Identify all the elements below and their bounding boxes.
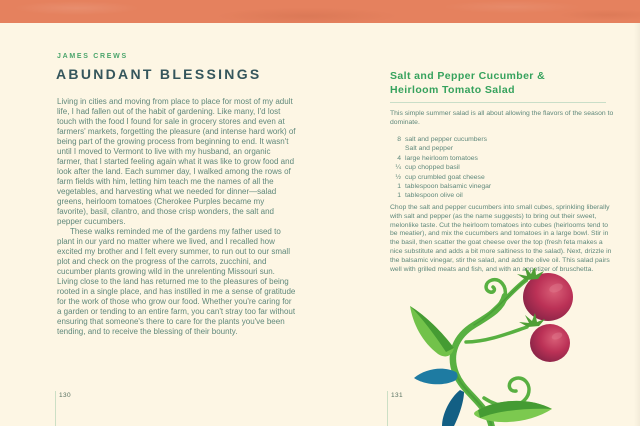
ingredient-qty xyxy=(388,144,401,153)
ingredient-row xyxy=(388,154,588,163)
page-number: 130 xyxy=(59,392,72,399)
ingredient-row xyxy=(388,182,588,191)
ingredient-row xyxy=(388,163,588,172)
ingredient-name: cup crumbled goat cheese xyxy=(405,173,485,181)
ingredient-name: tablespoon olive oil xyxy=(405,192,463,200)
ingredient-list xyxy=(388,135,588,201)
tomato-plant-illustration xyxy=(400,268,590,426)
ingredient-qty: 4 xyxy=(397,154,401,162)
recipe-method: Chop the salt and pepper cucumbers into small cubes, sprinkling liberally with salt and pepper (as the name suggests) to bring out their sweet, melonlike taste. Cut the heirloom tomatoes into cubes (heirlooms tend to be meatier), and mix the cucumbers and tomatoes in a large bowl. Stir in the basil, then scatter the goat cheese over the top (fresh feta makes a nice substitute and adds a bit more saltiness to the salad). Next, drizzle in the balsamic vinegar, stir the salad, and add the olive oil. This salad pairs well with grilled meats and fish, and with an appetizer of bruschetta. xyxy=(390,204,612,273)
recipe-title xyxy=(390,70,620,97)
recipe-title-line-2: Heirloom Tomato Salad xyxy=(390,83,515,96)
ingredient-name: salt and pepper cucumbers xyxy=(405,136,487,143)
essay-paragraph-1: Living in cities and moving from place to place for most of my adult life, I had fallen out of the habit of gardening. Like many, I'd lost touch with the food I found for sale in grocery stores and even at farmers' markets, forgetting the pleasure (and intense hard work) of being part of the growing process from beginning to end. It wasn't until I moved to Vermont to live with my husband, an organic farmer, that I started feeling again what it was like to grow food and look after the land. Each summer day, I walked among the rows of farm fields with him, letting him teach me the names of all the vegetables, and harvesting what we needed for dinner—salad greens, heirloom tomatoes (Cherokee Purples became my favorite), basil, cilantro, and those crisp wonders, the salt and pepper cucumbers. xyxy=(57,97,296,226)
recipe-intro: This simple summer salad is all about allowing the flavors of the season to dominate. xyxy=(390,110,614,126)
ingredient-name: large heirloom tomatoes xyxy=(405,154,478,162)
ingredient-row xyxy=(388,173,588,182)
folio-rule xyxy=(55,391,56,426)
ingredient-qty: 1 xyxy=(397,183,401,191)
ingredient-name: cup chopped basil xyxy=(405,164,460,172)
ingredient-name: Salt and pepper xyxy=(405,145,453,153)
ingredient-name: tablespoon balsamic vinegar xyxy=(405,183,492,191)
title-rule xyxy=(390,102,606,103)
essay-paragraph-2: These walks reminded me of the gardens my father used to plant in our yard no matter where we lived, and I recalled how excited my brother and I felt every summer, to run out to our small plot and check on the progress of the carrots, zucchini, and cucumber plants growing wild in the unrelenting Missouri sun. Living close to the land has returned me to the pleasures of being rooted in a single place, and has instilled in me a sense of gratitude for the work of those who grow our food. Whether you're caring for a garden or tending to an entire farm, you can't stray too far without ensuring that someone's there to care for the plants you've been tending, and to receive the blessing of their bounty. xyxy=(57,227,296,336)
essay-title: ABUNDANT BLESSINGS xyxy=(56,66,262,82)
recipe-title-line-1: Salt and Pepper Cucumber & xyxy=(390,70,546,82)
page-number: 131 xyxy=(391,392,404,399)
cover-edge-band xyxy=(0,0,640,23)
folio-rule xyxy=(387,391,388,426)
ingredient-qty: 1 xyxy=(397,192,401,200)
ingredient-qty: 8 xyxy=(397,136,401,143)
essay-author: JAMES CREWS xyxy=(57,53,128,60)
ingredient-row xyxy=(388,191,588,200)
ingredient-row xyxy=(388,135,588,144)
page-edge-shadow xyxy=(634,23,640,426)
ingredient-qty: ½ xyxy=(395,173,401,181)
essay-body xyxy=(57,97,297,337)
ingredient-row xyxy=(388,144,588,153)
ingredient-qty: ¼ xyxy=(395,164,401,172)
